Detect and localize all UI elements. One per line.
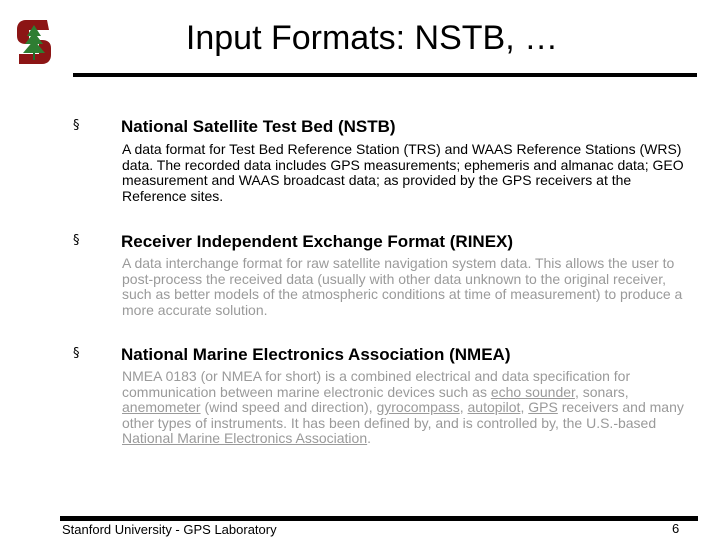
section-body-rinex: A data interchange format for raw satellite navigation system data. This allows the user to post-process the received data (usually with other data unknown to the original receiver, such as better models of the atmospheric conditions at time of measurement) to produce a more accurate solution. bbox=[122, 255, 683, 318]
body-text: , sonars, bbox=[574, 383, 629, 400]
body-text: . bbox=[367, 430, 372, 446]
link-anemometer[interactable]: anemometer bbox=[122, 399, 201, 415]
link-nmea-association[interactable]: National Marine Electronics Association bbox=[122, 430, 368, 446]
link-gyrocompass[interactable]: gyrocompass bbox=[376, 399, 460, 415]
bullet-icon: § bbox=[73, 233, 80, 248]
body-text: (wind speed and direction), bbox=[200, 399, 377, 415]
page-number: 6 bbox=[672, 521, 680, 536]
link-echo-sounder[interactable]: echo sounder bbox=[490, 383, 575, 400]
section-heading-nmea: National Marine Electronics Association (NMEA) bbox=[121, 345, 511, 364]
body-text: , bbox=[459, 399, 468, 415]
section-heading-nstb: National Satellite Test Bed (NSTB) bbox=[121, 117, 396, 136]
section-body-nstb: A data format for Test Bed Reference Station (TRS) and WAAS Reference Stations (WRS) data. The recorded data includes GPS measurements; ephemeris and almanac data; GEO measurement and WAAS broadcast data; as provided by the GPS receivers at the Reference sites. bbox=[122, 141, 684, 204]
body-text: NMEA 0183 (or NMEA for short) is a combined electrical and data specification for communication between marine electronic devices such as bbox=[122, 368, 631, 400]
link-gps[interactable]: GPS bbox=[528, 399, 558, 415]
section-body-nmea bbox=[122, 369, 684, 447]
stanford-logo bbox=[14, 16, 54, 68]
footer-divider bbox=[60, 516, 698, 521]
footer-text: Stanford University - GPS Laboratory bbox=[62, 522, 277, 537]
section-heading-rinex: Receiver Independent Exchange Format (RINEX) bbox=[121, 232, 514, 251]
bullet-icon: § bbox=[73, 346, 80, 361]
body-text: , bbox=[520, 399, 529, 415]
link-autopilot[interactable]: autopilot bbox=[467, 399, 521, 415]
title-divider bbox=[73, 73, 697, 77]
bullet-icon: § bbox=[73, 118, 80, 133]
slide-title: Input Formats: NSTB, … bbox=[185, 19, 559, 57]
body-text: receivers and many other types of instruments. It has been defined by, and is controlled by, the U.S.-based bbox=[122, 399, 684, 431]
